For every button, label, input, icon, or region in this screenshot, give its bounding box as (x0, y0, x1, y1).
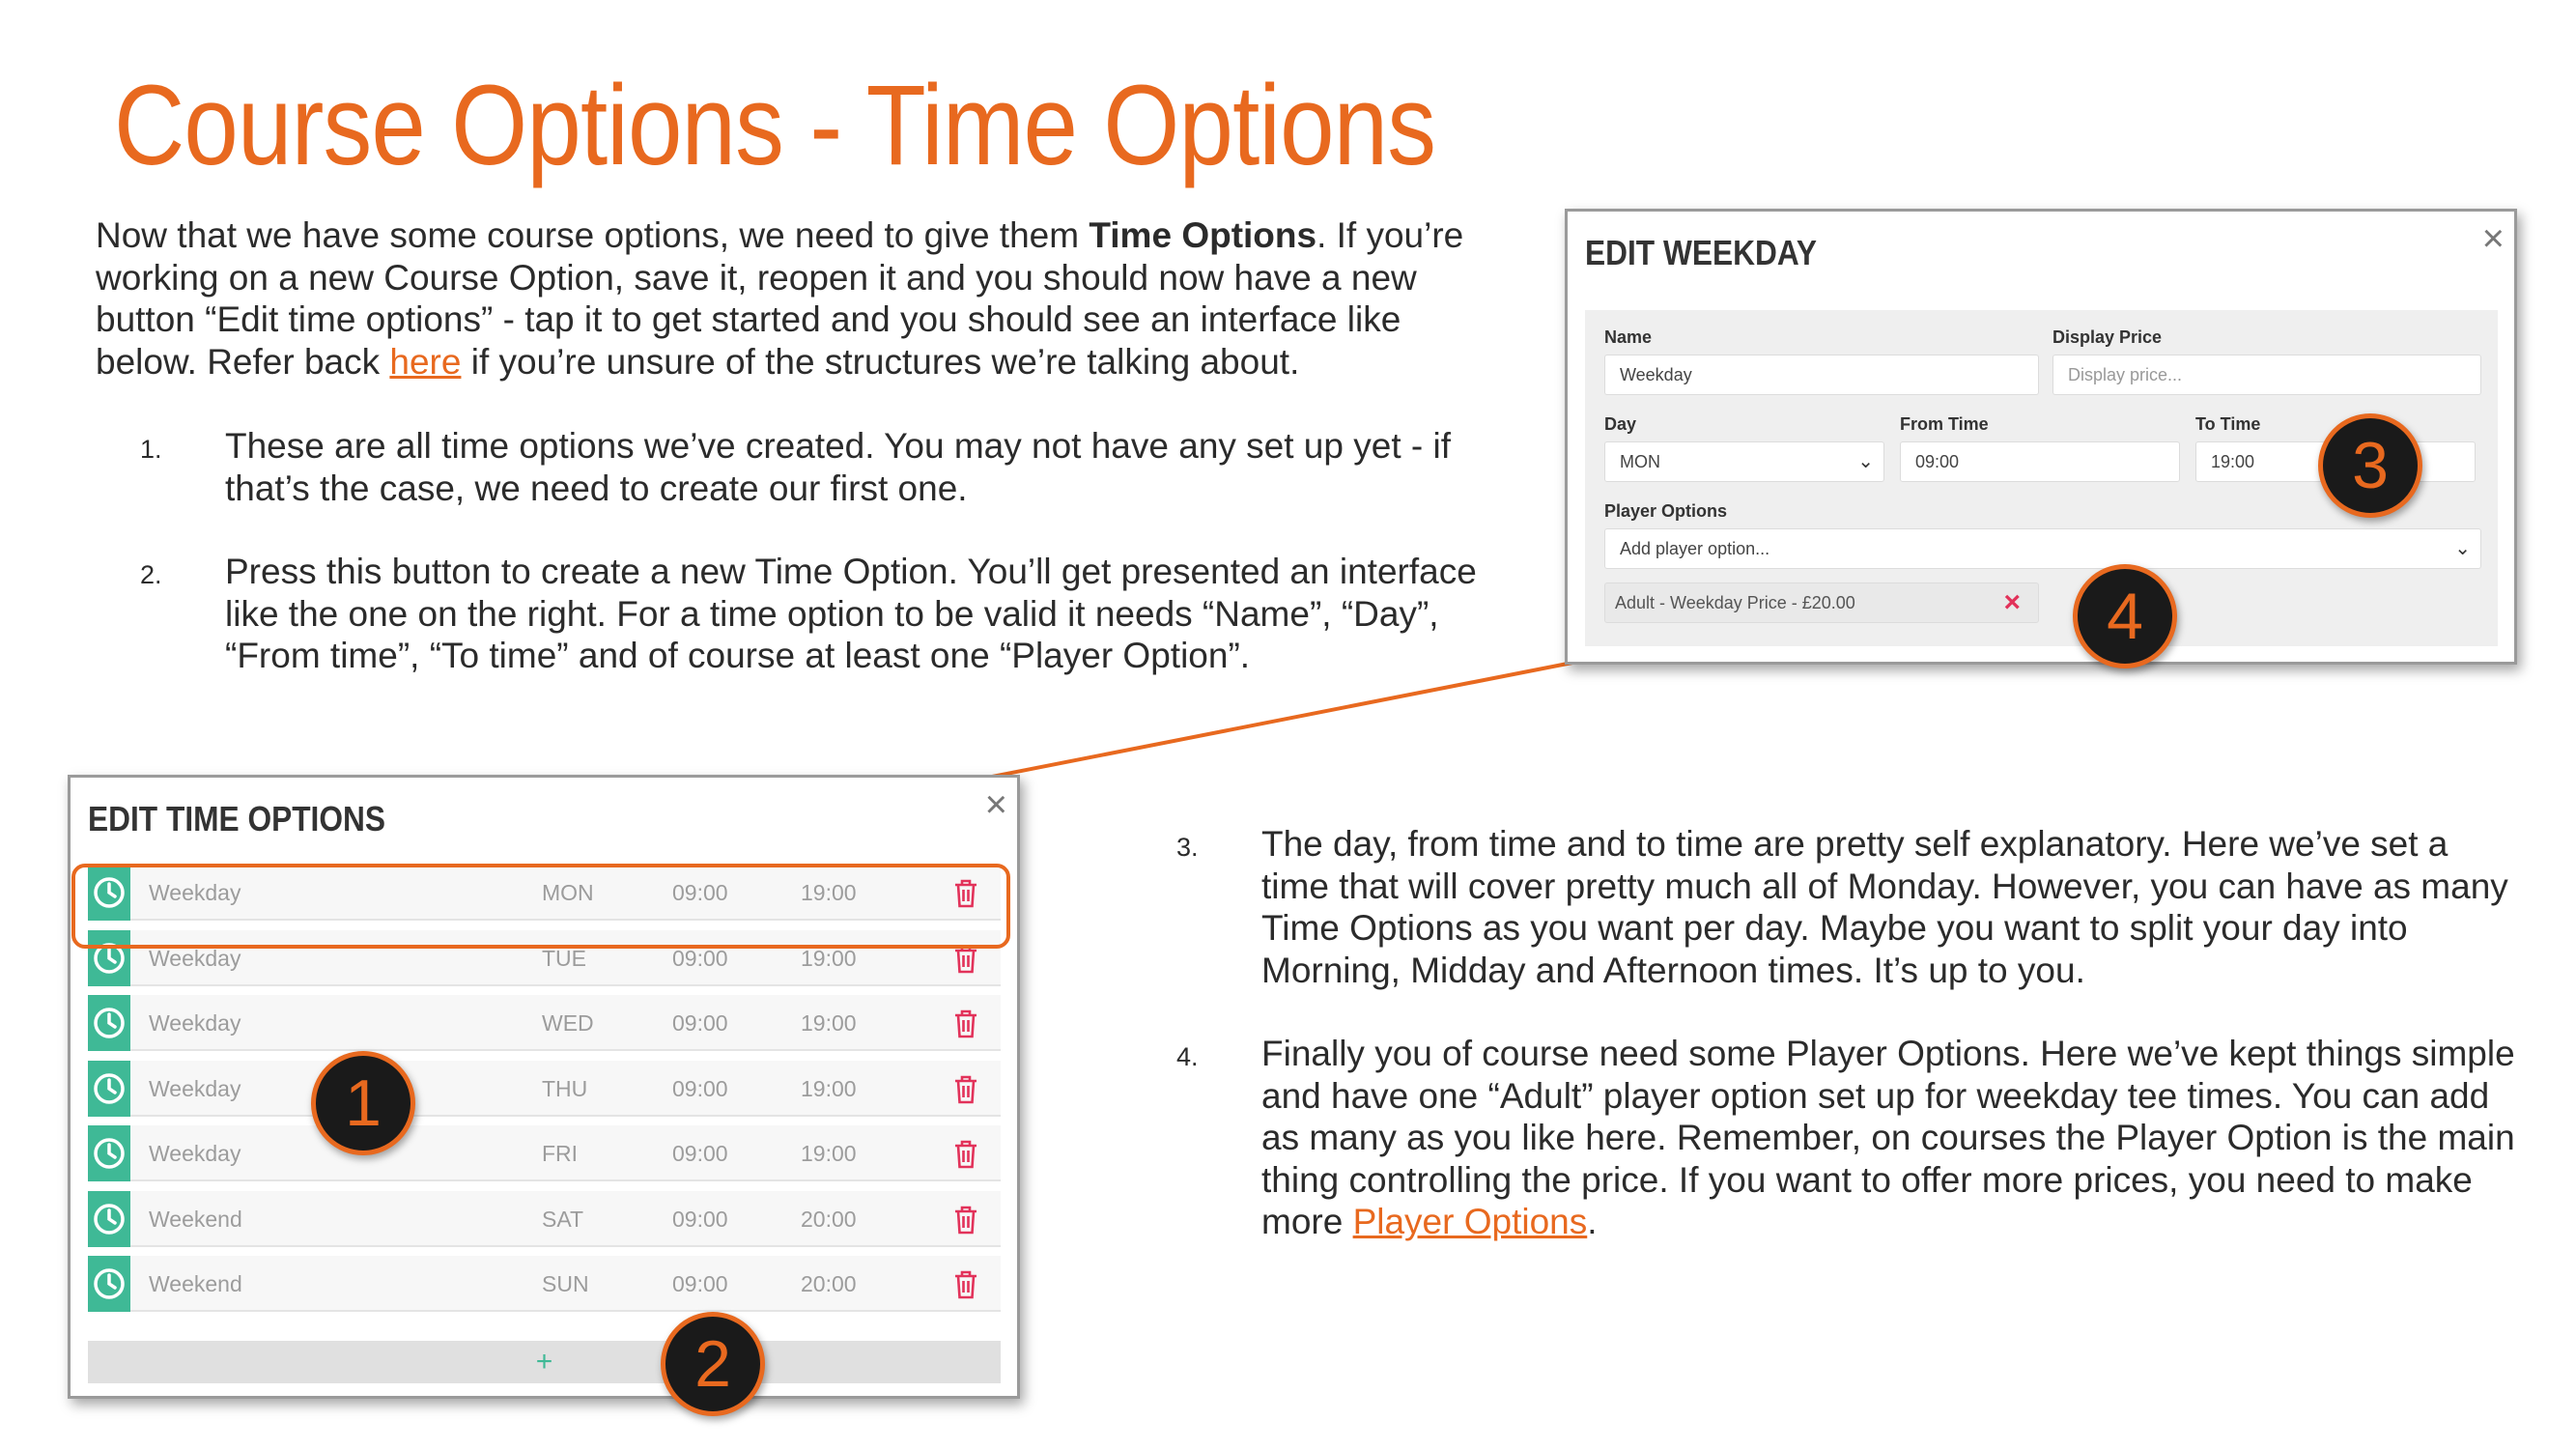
intro-bold: Time Options (1089, 215, 1317, 255)
step-text-end: . (1587, 1202, 1598, 1241)
intro-text-2: . If you’re working on a new Course Option, save it, reopen it and you should now have a new button “Edit time options” - tap it to get started and you should see an interface like below. Refer back (96, 215, 1464, 382)
time-option-day: WED (542, 1010, 594, 1036)
trash-icon[interactable] (952, 1269, 979, 1305)
name-label: Name (1604, 327, 1653, 347)
time-option-name: Weekend (149, 1206, 242, 1232)
clock-icon (88, 1256, 130, 1312)
time-option-to: 19:00 (801, 1010, 857, 1036)
chip-label: Adult - Weekday Price - £20.00 (1615, 593, 1855, 612)
day-select[interactable] (1604, 441, 1884, 482)
add-time-option-button[interactable]: + (88, 1341, 1001, 1383)
time-option-row[interactable] (88, 1061, 1001, 1117)
time-option-from: 09:00 (672, 1075, 728, 1101)
time-option-row[interactable] (88, 1125, 1001, 1181)
time-option-from: 09:00 (672, 1271, 728, 1296)
player-option-select[interactable] (1604, 528, 2481, 569)
remove-icon[interactable]: × (2003, 586, 2021, 618)
intro-text-3: if you’re unsure of the structures we’re talking about. (461, 341, 1300, 382)
time-option-name: Weekday (149, 1141, 241, 1166)
time-option-to: 19:00 (801, 945, 857, 971)
time-option-row[interactable] (88, 995, 1001, 1051)
time-option-row[interactable] (88, 1256, 1001, 1312)
step-number: 4. (1176, 1042, 1199, 1071)
time-option-row[interactable] (88, 1191, 1001, 1247)
row-highlight (71, 864, 1010, 949)
name-input[interactable]: Weekday (1604, 355, 2039, 395)
step-number: 3. (1176, 833, 1199, 862)
chevron-down-icon: ⌄ (2454, 538, 2471, 559)
player-option-placeholder: Add player option... (1620, 539, 1770, 558)
time-option-name: Weekend (149, 1271, 242, 1296)
callout-2: 2 (661, 1312, 765, 1416)
intro-text-1: Now that we have some course options, we need to give them (96, 215, 1090, 255)
time-option-day: SUN (542, 1271, 589, 1296)
time-option-day: TUE (542, 945, 586, 971)
step-text: Finally you of course need some Player Options. Here we’ve kept things simple and have one “Adult” player option set up for weekday tee times. You can add as many as you like here. Remember, on courses the Player Option is the main thing controlling the price. If you want to offer more prices, you need to make more (1261, 1034, 2515, 1241)
trash-icon[interactable] (952, 1139, 979, 1175)
player-options-link[interactable]: Player Options (1352, 1202, 1588, 1241)
from-time-label: From Time (1900, 414, 1989, 434)
time-option-name: Weekday (149, 945, 241, 971)
time-option-day: MON (542, 880, 594, 905)
to-time-label: To Time (2195, 414, 2261, 434)
clock-icon (88, 1061, 130, 1117)
time-option-to: 19:00 (801, 880, 857, 905)
trash-icon[interactable] (952, 1205, 979, 1240)
to-time-input[interactable]: 19:00 (2195, 441, 2476, 482)
clock-icon (88, 1125, 130, 1181)
step-number: 1. (140, 435, 162, 464)
display-price-input[interactable]: Display price... (2052, 355, 2481, 395)
time-option-to: 19:00 (801, 1141, 857, 1166)
step-text: These are all time options we’ve created. You may not have any set up yet - if that’s the case, we need to create our first one. (225, 426, 1451, 508)
page-title: Course Options - Time Options (114, 62, 1436, 189)
step-number: 2. (140, 560, 162, 589)
time-option-day: SAT (542, 1206, 584, 1232)
callout-3: 3 (2318, 413, 2422, 518)
trash-icon[interactable] (952, 944, 979, 980)
display-price-label: Display Price (2052, 327, 2163, 347)
close-icon[interactable]: × (984, 783, 1007, 826)
player-options-label: Player Options (1604, 501, 1728, 521)
time-option-name: Weekday (149, 1010, 241, 1036)
time-option-from: 09:00 (672, 880, 728, 905)
time-option-name: Weekday (149, 1075, 241, 1101)
clock-icon (88, 1191, 130, 1247)
step-text: The day, from time and to time are pretty self explanatory. Here we’ve set a time that will cover pretty much all of Monday. However, you can have as many Time Options as you want per day. Maybe you want to split your day into Morning, Midday and Afternoon times. It’s up to you. (1261, 824, 2508, 990)
day-value: MON (1620, 452, 1660, 471)
time-option-name: Weekday (149, 880, 241, 905)
time-option-from: 09:00 (672, 1141, 728, 1166)
time-option-to: 20:00 (801, 1271, 857, 1296)
time-option-to: 19:00 (801, 1075, 857, 1101)
time-option-day: THU (542, 1075, 588, 1101)
clock-icon (88, 995, 130, 1051)
callout-4: 4 (2073, 564, 2177, 668)
time-option-from: 09:00 (672, 945, 728, 971)
callout-1: 1 (311, 1051, 415, 1155)
chevron-down-icon: ⌄ (1857, 451, 1874, 472)
trash-icon[interactable] (952, 1009, 979, 1044)
here-link[interactable]: here (389, 341, 462, 382)
time-option-to: 20:00 (801, 1206, 857, 1232)
player-option-chip (1604, 582, 2039, 623)
time-option-from: 09:00 (672, 1010, 728, 1036)
panel-title: EDIT WEEKDAY (1585, 233, 1817, 272)
trash-icon[interactable] (952, 1074, 979, 1110)
panel-title: EDIT TIME OPTIONS (88, 799, 386, 838)
time-option-day: FRI (542, 1141, 579, 1166)
step-text: Press this button to create a new Time Option. You’ll get presented an interface like the one on the right. For a time option to be valid it needs “Name”, “Day”, “From time”, “To time” and of course at least one “Player Option”. (225, 552, 1477, 675)
time-option-from: 09:00 (672, 1206, 728, 1232)
day-label: Day (1604, 414, 1637, 434)
from-time-input[interactable]: 09:00 (1900, 441, 2180, 482)
close-icon[interactable]: × (2481, 217, 2505, 260)
